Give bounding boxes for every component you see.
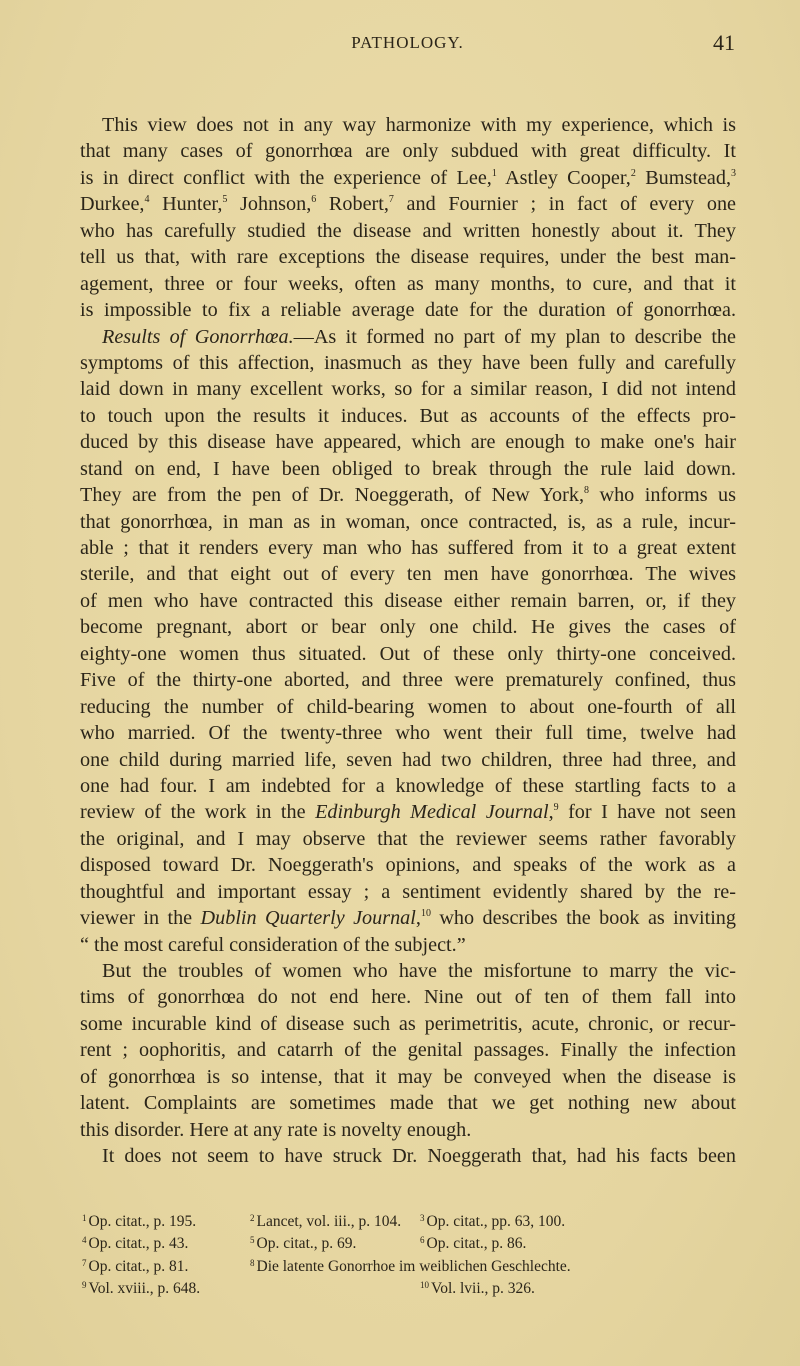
footnote-number: 10 (420, 1279, 429, 1290)
text-segment: who describes the book as inviting (430, 907, 736, 930)
text-segment: This view does not in any way harmonize with my experience, which is (102, 114, 736, 136)
page-number: 41 (713, 30, 735, 55)
text-segment: They are from the pen of Dr. Noeggerath, of New York, (80, 484, 585, 507)
text-line (80, 1143, 736, 1169)
text-line (80, 456, 736, 482)
text-segment: Five of the thirty-one aborted, and three were prematurely confined, thus (80, 669, 736, 692)
footnote (420, 1233, 526, 1255)
text-segment: one child during married life, seven had two children, three had three, and (80, 748, 736, 771)
text-line (80, 561, 736, 587)
text-segment: of men who have contracted this disease either remain barren, or, if they (80, 589, 736, 612)
footnote-marker: 3 (731, 167, 737, 179)
footnote-number: 7 (82, 1257, 87, 1268)
text-segment: But the troubles of women who have the misfortune to marry the vic- (102, 960, 736, 982)
text-segment: rent ; oophoritis, and catarrh of the genital passages. Finally the infection (80, 1039, 736, 1062)
footnote-number: 8 (250, 1257, 255, 1268)
text-segment: thoughtful and important essay ; a sentiment evidently shared by the re- (80, 880, 736, 903)
footnote-number: 6 (420, 1235, 425, 1246)
text-segment: and Fournier ; in fact of every one (393, 193, 737, 216)
text-line (80, 958, 736, 984)
footnotes (82, 1211, 742, 1300)
text-segment: “ the most careful consideration of the subject.” (80, 933, 466, 956)
footnote-number: 4 (82, 1235, 87, 1246)
text-segment: review of the work in the (80, 801, 316, 824)
footnote-marker: 5 (222, 194, 228, 206)
text-line (80, 588, 736, 614)
text-segment: stand on end, I have been obliged to break through the rule laid down. (80, 457, 736, 480)
text-segment: the original, and I may observe that the reviewer seems rather favorably (80, 827, 736, 850)
text-segment: who informs us (589, 484, 736, 507)
footnote-row (82, 1278, 742, 1300)
text-line (80, 112, 736, 138)
text-line (80, 218, 736, 244)
text-segment: , (415, 907, 421, 930)
text-segment: that many cases of gonorrhœa are only subdued with great difficulty. It (80, 140, 736, 163)
footnote-text: Lancet, vol. iii., p. 104. (256, 1213, 402, 1230)
footnote (250, 1211, 401, 1233)
text-line (80, 403, 736, 429)
text-segment: Durkee, (80, 193, 145, 216)
text-segment: disposed toward Dr. Noeggerath's opinions, and speaks of the work as a (80, 854, 736, 877)
text-segment: is in direct conflict with the experience of Lee, (80, 166, 492, 189)
text-line (80, 773, 736, 799)
footnote (82, 1278, 200, 1300)
text-segment: to touch upon the results it induces. But as accounts of the effects pro- (80, 404, 736, 427)
footnote-number: 3 (420, 1213, 425, 1223)
text-line (80, 799, 736, 825)
text-segment: of gonorrhœa is so intense, that it may be conveyed when the disease is (80, 1065, 736, 1088)
text-segment: laid down in many excellent works, so for a similar reason, I did not intend (80, 378, 736, 401)
footnote-text: Op. citat., p. 195. (88, 1213, 197, 1230)
text-line (80, 509, 736, 535)
text-line (80, 297, 736, 323)
text-segment: Johnson, (227, 193, 312, 216)
footnote-number: 9 (82, 1279, 87, 1290)
footnote (82, 1233, 188, 1255)
text-line (80, 879, 736, 905)
text-segment: become pregnant, abort or bear only one child. He gives the cases of (80, 616, 736, 639)
footnote-marker: 4 (144, 194, 150, 206)
text-segment: able ; that it renders every man who has suffered from it to a great extent (80, 537, 736, 559)
text-line (80, 376, 736, 402)
text-line (80, 826, 736, 852)
text-segment: Robert, (316, 193, 389, 216)
italic-text: Dublin Quarterly Journal (200, 907, 416, 930)
footnote-row (82, 1256, 742, 1278)
text-line (80, 191, 736, 217)
text-segment: eighty-one women thus situated. Out of these only thirty-one conceived. (80, 642, 736, 665)
italic-text: Edinburgh Medical Journal (315, 801, 549, 824)
running-head (80, 30, 735, 56)
text-line (80, 535, 736, 561)
italic-text: Results of Gonorrhœa. (102, 325, 294, 348)
footnote-number: 2 (250, 1213, 255, 1223)
footnote-text: Vol. xviii., p. 648. (88, 1279, 201, 1297)
text-segment: latent. Complaints are sometimes made that we get nothing new about (80, 1092, 736, 1115)
footnote-number: 1 (82, 1213, 87, 1223)
text-line (80, 165, 736, 191)
text-segment: Hunter, (149, 193, 223, 216)
footnote-marker: 1 (491, 167, 497, 179)
text-line (80, 747, 736, 773)
text-segment: who has carefully studied the disease and written honestly about it. They (80, 219, 736, 242)
text-line (80, 350, 736, 376)
footnote (250, 1256, 571, 1278)
text-segment: , (548, 801, 554, 824)
text-line (80, 852, 736, 878)
text-line (80, 324, 736, 350)
footnote-text: Op. citat., p. 43. (88, 1235, 189, 1253)
text-segment: reducing the number of child-bearing women to about one-fourth of all (80, 695, 736, 718)
footnote-row (82, 1211, 742, 1233)
text-line (80, 482, 736, 508)
text-line (80, 905, 736, 931)
text-line (80, 1090, 736, 1116)
text-line (80, 244, 736, 270)
text-segment: Astley Cooper, (496, 166, 631, 189)
text-segment: duced by this disease have appeared, which are enough to make one's hair (80, 431, 736, 454)
text-segment: this disorder. Here at any rate is novelty enough. (80, 1118, 472, 1141)
text-segment: viewer in the (80, 907, 201, 930)
text-line (80, 694, 736, 720)
text-segment: who married. Of the twenty-three who went their full time, twelve had (80, 722, 736, 745)
text-line (80, 1011, 736, 1037)
text-line (80, 1117, 736, 1143)
footnote (250, 1233, 356, 1255)
body-text (80, 112, 736, 1170)
text-line (80, 614, 736, 640)
footnote-text: Op. citat., p. 81. (88, 1257, 189, 1275)
text-segment: sterile, and that eight out of every ten men have gonorrhœa. The wives (80, 563, 736, 586)
footnote-marker: 9 (553, 802, 559, 814)
footnote-marker: 10 (420, 908, 431, 920)
footnote-row (82, 1233, 742, 1255)
footnote-text: Op. citat., pp. 63, 100. (426, 1213, 566, 1230)
text-segment: for I have not seen (558, 801, 736, 824)
footnote-text: Op. citat., p. 69. (256, 1235, 357, 1253)
text-segment: —As it formed no part of my plan to describe the (293, 325, 736, 348)
text-line (80, 932, 736, 958)
text-line (80, 641, 736, 667)
text-line (80, 1037, 736, 1063)
footnote (82, 1256, 188, 1278)
text-segment: tell us that, with rare exceptions the disease requires, under the best man- (80, 246, 736, 269)
text-segment: some incurable kind of disease such as perimetritis, acute, chronic, or recur- (80, 1012, 736, 1035)
text-line (80, 271, 736, 297)
footnote-marker: 8 (584, 485, 590, 497)
footnote-marker: 2 (630, 167, 636, 179)
footnote (82, 1211, 196, 1233)
footnote-marker: 7 (388, 194, 394, 206)
footnote-text: Op. citat., p. 86. (426, 1235, 527, 1253)
text-segment: that gonorrhœa, in man as in woman, once contracted, is, as a rule, incur- (80, 510, 736, 533)
text-segment: agement, three or four weeks, often as many months, to cure, and that it (80, 272, 736, 295)
text-line (80, 138, 736, 164)
text-segment: It does not seem to have struck Dr. Noeggerath that, had his facts been (102, 1145, 736, 1168)
footnote-marker: 6 (311, 194, 317, 206)
footnote-text: Vol. lvii., p. 326. (431, 1279, 535, 1297)
text-segment: is impossible to fix a reliable average date for the duration of gonorrhœa. (80, 299, 736, 322)
footnote (420, 1278, 535, 1300)
footnote (420, 1211, 565, 1233)
text-segment: one had four. I am indebted for a knowledge of these startling facts to a (80, 774, 736, 797)
text-line (80, 667, 736, 693)
footnote-number: 5 (250, 1235, 255, 1246)
text-line (80, 720, 736, 746)
text-segment: tims of gonorrhœa do not end here. Nine out of ten of them fall into (80, 986, 736, 1009)
text-line (80, 984, 736, 1010)
text-segment: symptoms of this affection, inasmuch as they have been fully and carefully (80, 351, 736, 374)
text-line (80, 429, 736, 455)
running-head-title: PATHOLOGY. (351, 33, 464, 52)
text-line (80, 1064, 736, 1090)
footnote-text: Die latente Gonorrhoe im weiblichen Geschlechte. (256, 1257, 571, 1275)
text-segment: Bumstead, (635, 166, 732, 189)
